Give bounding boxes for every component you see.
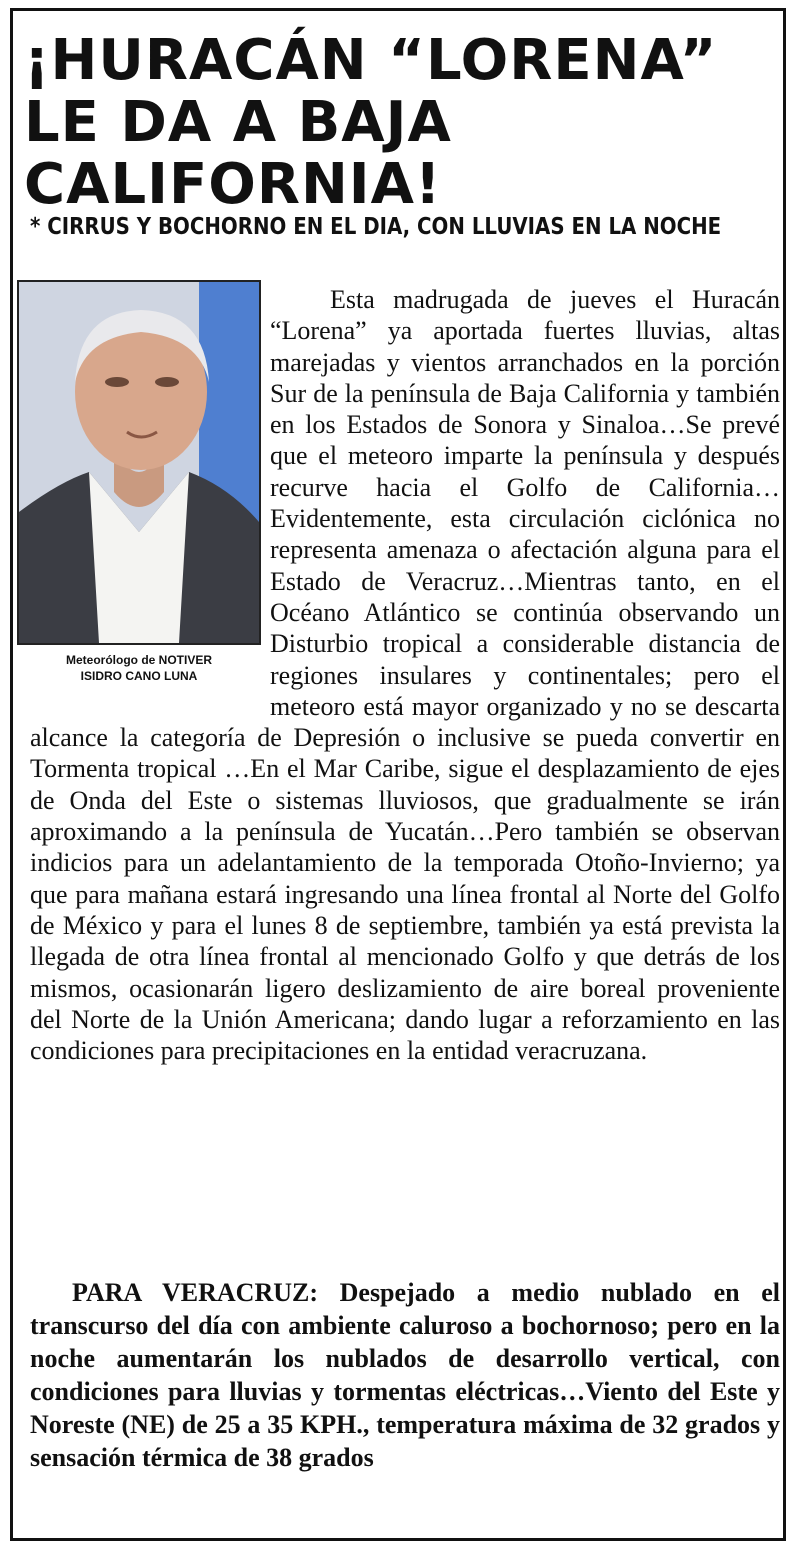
subhead: * CIRRUS Y BOCHORNO EN EL DIA, CON LLUVIAS EN LA NOCHE [30,214,722,240]
photo-spacer [30,284,270,698]
caption-line-1: Meteorólogo de NOTIVER [65,653,212,667]
forecast-text: PARA VERACRUZ: Despejado a medio nublado en el transcurso del día con ambiente caluroso a bochornoso; pero en la noche aumentarán los nublados de desarrollo vertical, con condiciones para lluvias y tormentas eléctricas…Viento del Este y Noreste (NE) de 25 a 35 KPH., temperatura máxima de 32 grados y sensación térmica de 38 grados [30,1278,780,1472]
caption-line-2: ISIDRO CANO LUNA [80,669,198,683]
article-body [30,284,780,1066]
article-paragraph: Esta madrugada de jueves el Huracán “Lorena” ya aportada fuertes lluvias, altas marejadas y vientos arranchados en la porción Sur de la península de Baja California y también en los Estados de Sonora y Sinaloa…Se prevé que el meteoro imparte la península y después recurve hacia el Golfo de California… Evidentemente, esta circulación ciclónica no representa amenaza o afectación alguna para el Estado de Veracruz…Mientras tanto, en el Océano Atlántico se continúa observando un Disturbio tropical a considerable distancia de regiones insulares y continentales; pero el meteoro está mayor organizado y no se descarta alcance la categoría de Depresión o inclusive se pueda convertir en Tormenta tropical …En el Mar Caribe, sigue el desplazamiento de ejes de Onda del Este o sistemas lluviosos, que gradualmente se irán aproximando a la península de Yucatán…Pero también se observan indicios para un adelantamiento de la temporada Otoño-Invierno; ya que para mañana estará ingresando una línea frontal al Norte del Golfo de México y para el lunes 8 de septiembre, también ya está prevista la llegada de otra línea frontal al mencionado Golfo y que detrás de los mismos, ocasionarán ligero deslizamiento de aire boreal proveniente del Norte de la Unión Americana; dando lugar a reforzamiento en las condiciones para precipitaciones en la entidad veracruzana. [30,285,780,1066]
headline: ¡HURACÁN “LORENA” LE DA A BAJA CALIFORNIA! [24,28,718,217]
forecast-paragraph [30,1276,780,1474]
